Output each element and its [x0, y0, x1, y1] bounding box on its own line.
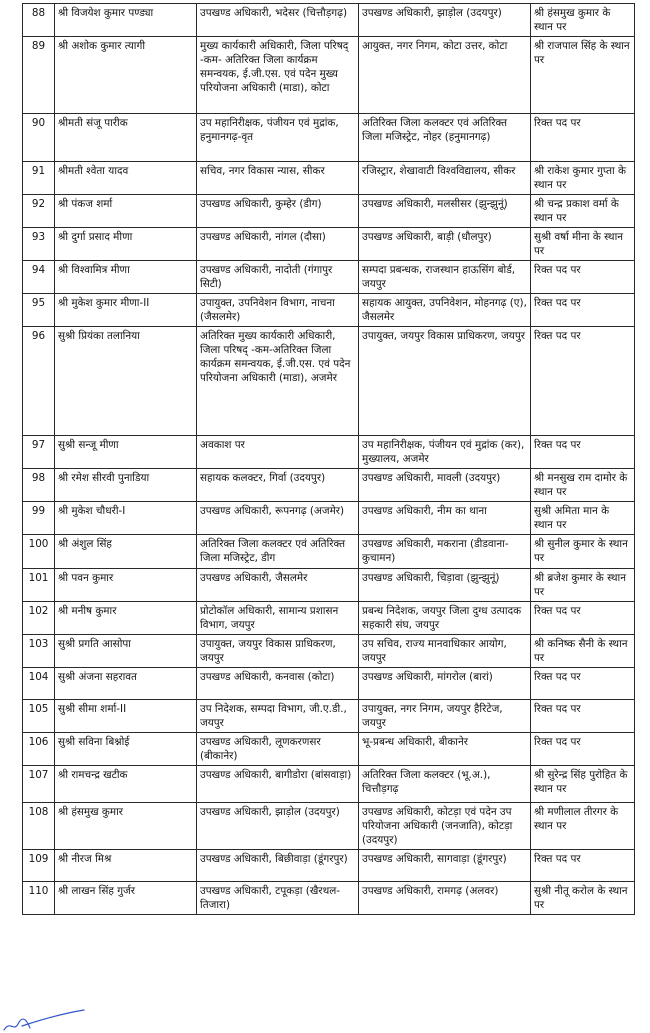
current-post-cell: उपखण्ड अधिकारी, झाड़ोल (उदयपुर): [197, 803, 359, 850]
new-post-cell: उप सचिव, राज्य मानवाधिकार आयोग, जयपुर: [359, 635, 531, 668]
current-post-cell: सचिव, नगर विकास न्यास, सीकर: [197, 162, 359, 195]
officer-name-cell: श्री दुर्गा प्रसाद मीणा: [55, 228, 197, 261]
serial-number-cell: 102: [23, 602, 55, 635]
officer-name-cell: श्री विजयेश कुमार पण्ड्या: [55, 4, 197, 37]
remarks-cell: रिक्त पद पर: [531, 294, 635, 327]
remarks-cell: रिक्त पद पर: [531, 850, 635, 882]
current-post-cell: उपखण्ड अधिकारी, भदेसर (चित्तौड़गढ़): [197, 4, 359, 37]
officer-name-cell: श्री अशोक कुमार त्यागी: [55, 37, 197, 114]
officer-name-cell: सुश्री अंजना सहरावत: [55, 668, 197, 700]
remarks-cell: श्री ब्रजेश कुमार के स्थान पर: [531, 569, 635, 602]
table-row: [23, 535, 635, 569]
current-post-cell: उपायुक्त, जयपुर विकास प्राधिकरण, जयपुर: [197, 635, 359, 668]
current-post-cell: सहायक कलक्टर, गिर्वा (उदयपुर): [197, 469, 359, 502]
new-post-cell: उपखण्ड अधिकारी, मांगरोल (बारां): [359, 668, 531, 700]
new-post-cell: उपखण्ड अधिकारी, चिड़ावा (झुन्झुनूं): [359, 569, 531, 602]
new-post-cell: उपखण्ड अधिकारी, बाड़ी (धौलपुर): [359, 228, 531, 261]
remarks-cell: श्री मनसुख राम दामोर के स्थान पर: [531, 469, 635, 502]
table-row: [23, 766, 635, 803]
signature-scribble: [0, 1008, 90, 1033]
officer-name-cell: श्री हंसमुख कुमार: [55, 803, 197, 850]
officer-name-cell: श्री रामचन्द्र खटीक: [55, 766, 197, 803]
current-post-cell: प्रोटोकॉल अधिकारी, सामान्य प्रशासन विभाग, जयपुर: [197, 602, 359, 635]
serial-number-cell: 105: [23, 700, 55, 733]
new-post-cell: उपखण्ड अधिकारी, नीम का थाना: [359, 502, 531, 535]
officer-name-cell: श्री मनीष कुमार: [55, 602, 197, 635]
new-post-cell: उपखण्ड अधिकारी, झाड़ोल (उदयपुर): [359, 4, 531, 37]
serial-number-cell: 97: [23, 436, 55, 469]
remarks-cell: श्री चन्द्र प्रकाश वर्मा के स्थान पर: [531, 195, 635, 228]
table-row: [23, 469, 635, 502]
current-post-cell: उप महानिरीक्षक, पंजीयन एवं मुद्रांक, हनुमानगढ़-वृत: [197, 114, 359, 162]
current-post-cell: अतिरिक्त मुख्य कार्यकारी अधिकारी, जिला परिषद् -कम-अतिरिक्त जिला कार्यक्रम समन्वयक, ई.जी.एस. एवं पदेन परियोजना अधिकारी (माडा), अजमेर: [197, 327, 359, 436]
current-post-cell: उपखण्ड अधिकारी, रूपनगढ़ (अजमेर): [197, 502, 359, 535]
current-post-cell: उपखण्ड अधिकारी, कनवास (कोटा): [197, 668, 359, 700]
serial-number-cell: 103: [23, 635, 55, 668]
serial-number-cell: 106: [23, 733, 55, 766]
remarks-cell: रिक्त पद पर: [531, 327, 635, 436]
table-row: [23, 327, 635, 436]
remarks-cell: रिक्त पद पर: [531, 733, 635, 766]
serial-number-cell: 110: [23, 882, 55, 915]
new-post-cell: उपखण्ड अधिकारी, मलसीसर (झुन्झुनूं): [359, 195, 531, 228]
remarks-cell: श्री कनिष्क सैनी के स्थान पर: [531, 635, 635, 668]
new-post-cell: उपायुक्त, जयपुर विकास प्राधिकरण, जयपुर: [359, 327, 531, 436]
serial-number-cell: 89: [23, 37, 55, 114]
serial-number-cell: 98: [23, 469, 55, 502]
officer-name-cell: श्री नीरज मिश्र: [55, 850, 197, 882]
new-post-cell: उपायुक्त, नगर निगम, जयपुर हैरिटेज, जयपुर: [359, 700, 531, 733]
remarks-cell: श्री राजपाल सिंह के स्थान पर: [531, 37, 635, 114]
new-post-cell: आयुक्त, नगर निगम, कोटा उत्तर, कोटा: [359, 37, 531, 114]
table-row: [23, 37, 635, 114]
table-row: [23, 195, 635, 228]
table-row: [23, 635, 635, 668]
officer-name-cell: श्री मुकेश कुमार मीणा-II: [55, 294, 197, 327]
officer-name-cell: श्री रमेश सीरवी पुनाडिया: [55, 469, 197, 502]
serial-number-cell: 109: [23, 850, 55, 882]
serial-number-cell: 107: [23, 766, 55, 803]
remarks-cell: रिक्त पद पर: [531, 602, 635, 635]
current-post-cell: उपखण्ड अधिकारी, नादोती (गंगापुर सिटी): [197, 261, 359, 294]
new-post-cell: उप महानिरीक्षक, पंजीयन एवं मुद्रांक (कर), मुख्यालय, अजमेर: [359, 436, 531, 469]
serial-number-cell: 91: [23, 162, 55, 195]
serial-number-cell: 100: [23, 535, 55, 569]
new-post-cell: उपखण्ड अधिकारी, कोटड़ा एवं पदेन उप परियोजना अधिकारी (जनजाति), कोटड़ा (उदयपुर): [359, 803, 531, 850]
table-row: [23, 882, 635, 915]
remarks-cell: रिक्त पद पर: [531, 668, 635, 700]
current-post-cell: अतिरिक्त जिला कलक्टर एवं अतिरिक्त जिला मजिस्ट्रेट, डीग: [197, 535, 359, 569]
serial-number-cell: 104: [23, 668, 55, 700]
remarks-cell: श्री हंसमुख कुमार के स्थान पर: [531, 4, 635, 37]
remarks-cell: रिक्त पद पर: [531, 261, 635, 294]
officer-name-cell: सुश्री प्रियंका तलानिया: [55, 327, 197, 436]
new-post-cell: उपखण्ड अधिकारी, मकराना (डीडवाना-कुचामन): [359, 535, 531, 569]
table-row: [23, 294, 635, 327]
table-row: [23, 700, 635, 733]
current-post-cell: उपखण्ड अधिकारी, कुम्हेर (डीग): [197, 195, 359, 228]
remarks-cell: सुश्री वर्षा मीना के स्थान पर: [531, 228, 635, 261]
serial-number-cell: 99: [23, 502, 55, 535]
officer-name-cell: श्री विश्वामित्र मीणा: [55, 261, 197, 294]
officer-name-cell: सुश्री सविना बिश्नोई: [55, 733, 197, 766]
officer-name-cell: श्री लाखन सिंह गुर्जर: [55, 882, 197, 915]
table-body: [23, 4, 635, 915]
new-post-cell: उपखण्ड अधिकारी, रामगढ़ (अलवर): [359, 882, 531, 915]
current-post-cell: उपखण्ड अधिकारी, लूणकरणसर (बीकानेर): [197, 733, 359, 766]
serial-number-cell: 95: [23, 294, 55, 327]
table-row: [23, 602, 635, 635]
remarks-cell: श्री सुनील कुमार के स्थान पर: [531, 535, 635, 569]
current-post-cell: उपखण्ड अधिकारी, नांगल (दौसा): [197, 228, 359, 261]
table-row: [23, 502, 635, 535]
serial-number-cell: 108: [23, 803, 55, 850]
officer-name-cell: सुश्री सीमा शर्मा-II: [55, 700, 197, 733]
serial-number-cell: 96: [23, 327, 55, 436]
current-post-cell: मुख्य कार्यकारी अधिकारी, जिला परिषद् -कम- अतिरिक्त जिला कार्यक्रम समन्वयक, ई.जी.एस. एवं पदेन मुख्य परियोजना अधिकारी (माडा), कोटा: [197, 37, 359, 114]
officer-name-cell: सुश्री प्रगति आसोपा: [55, 635, 197, 668]
remarks-cell: रिक्त पद पर: [531, 700, 635, 733]
current-post-cell: उपायुक्त, उपनिवेशन विभाग, नाचना (जैसलमेर): [197, 294, 359, 327]
serial-number-cell: 88: [23, 4, 55, 37]
table-row: [23, 261, 635, 294]
remarks-cell: श्री मणीलाल तीरगर के स्थान पर: [531, 803, 635, 850]
table-row: [23, 4, 635, 37]
new-post-cell: सहायक आयुक्त, उपनिवेशन, मोहनगढ़ (ए), जैसलमेर: [359, 294, 531, 327]
transfer-order-table: [22, 3, 635, 915]
table-row: [23, 569, 635, 602]
table-row: [23, 436, 635, 469]
officer-name-cell: श्री पंकज शर्मा: [55, 195, 197, 228]
officer-name-cell: सुश्री सन्जू मीणा: [55, 436, 197, 469]
new-post-cell: उपखण्ड अधिकारी, मावली (उदयपुर): [359, 469, 531, 502]
officer-name-cell: श्री पवन कुमार: [55, 569, 197, 602]
serial-number-cell: 101: [23, 569, 55, 602]
new-post-cell: रजिस्ट्रार, शेखावाटी विश्वविद्यालय, सीकर: [359, 162, 531, 195]
new-post-cell: सम्पदा प्रबन्धक, राजस्थान हाऊसिंग बोर्ड, जयपुर: [359, 261, 531, 294]
remarks-cell: श्री सुरेन्द्र सिंह पुरोहित के स्थान पर: [531, 766, 635, 803]
remarks-cell: रिक्त पद पर: [531, 436, 635, 469]
table-row: [23, 803, 635, 850]
new-post-cell: भू-प्रबन्ध अधिकारी, बीकानेर: [359, 733, 531, 766]
table-row: [23, 733, 635, 766]
serial-number-cell: 94: [23, 261, 55, 294]
remarks-cell: रिक्त पद पर: [531, 114, 635, 162]
new-post-cell: प्रबन्ध निदेशक, जयपुर जिला दुग्ध उत्पादक सहकारी संघ, जयपुर: [359, 602, 531, 635]
table-row: [23, 114, 635, 162]
current-post-cell: उपखण्ड अधिकारी, बागीडोरा (बांसवाड़ा): [197, 766, 359, 803]
table-row: [23, 228, 635, 261]
current-post-cell: उपखण्ड अधिकारी, टपूकड़ा (खैरथल-तिजारा): [197, 882, 359, 915]
current-post-cell: उपखण्ड अधिकारी, जैसलमेर: [197, 569, 359, 602]
serial-number-cell: 92: [23, 195, 55, 228]
table-row: [23, 668, 635, 700]
new-post-cell: अतिरिक्त जिला कलक्टर एवं अतिरिक्त जिला मजिस्ट्रेट, नोहर (हनुमानगढ़): [359, 114, 531, 162]
officer-name-cell: श्री मुकेश चौधरी-I: [55, 502, 197, 535]
table-row: [23, 162, 635, 195]
officer-name-cell: श्रीमती श्वेता यादव: [55, 162, 197, 195]
new-post-cell: उपखण्ड अधिकारी, सागवाड़ा (डूंगरपुर): [359, 850, 531, 882]
table-row: [23, 850, 635, 882]
current-post-cell: अवकाश पर: [197, 436, 359, 469]
current-post-cell: उपखण्ड अधिकारी, बिछीवाड़ा (डूंगरपुर): [197, 850, 359, 882]
officer-name-cell: श्री अंशुल सिंह: [55, 535, 197, 569]
new-post-cell: अतिरिक्त जिला कलक्टर (भू.अ.), चित्तौड़गढ़: [359, 766, 531, 803]
remarks-cell: श्री राकेश कुमार गुप्ता के स्थान पर: [531, 162, 635, 195]
current-post-cell: उप निदेशक, सम्पदा विभाग, जी.ए.डी., जयपुर: [197, 700, 359, 733]
officer-name-cell: श्रीमती संजू पारीक: [55, 114, 197, 162]
remarks-cell: सुश्री नीतू करोल के स्थान पर: [531, 882, 635, 915]
serial-number-cell: 93: [23, 228, 55, 261]
serial-number-cell: 90: [23, 114, 55, 162]
remarks-cell: सुश्री अमिता मान के स्थान पर: [531, 502, 635, 535]
